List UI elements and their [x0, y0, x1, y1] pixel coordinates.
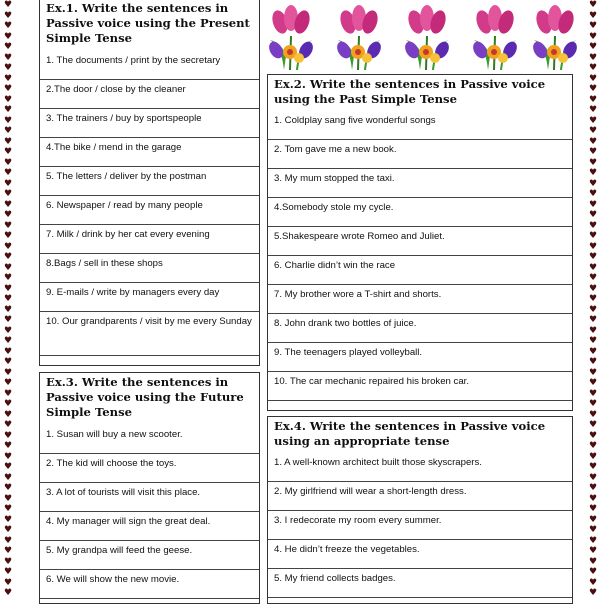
- heart-icon: ♥: [588, 178, 598, 189]
- exercise-sentence-row: [268, 285, 572, 314]
- exercise-sentence-row: [268, 111, 572, 140]
- heart-icon: ♥: [588, 556, 598, 567]
- exercise-sentence-row: [40, 312, 259, 356]
- heart-icon: ♥: [3, 63, 13, 73]
- heart-icon: ♥: [588, 493, 598, 504]
- exercise-sentence-row: [40, 109, 259, 138]
- sentence-text: 4. My manager will sign the great deal.: [46, 516, 211, 527]
- exercise-sentence-row: [268, 140, 572, 169]
- heart-icon: ♥: [588, 105, 598, 115]
- right-heart-border: [587, 0, 599, 602]
- exercise-sentence-row: [40, 138, 259, 167]
- heart-icon: ♥: [588, 115, 598, 126]
- heart-icon: ♥: [588, 567, 598, 577]
- heart-icon: ♥: [3, 588, 13, 598]
- heart-icon: ♥: [3, 189, 13, 199]
- exercise-4-box: [267, 416, 573, 604]
- heart-icon: ♥: [3, 357, 13, 367]
- heart-icon: ♥: [588, 441, 598, 451]
- heart-icon: ♥: [3, 514, 13, 525]
- exercise-sentence-row: [268, 343, 572, 372]
- exercise-sentence-row: [40, 425, 259, 454]
- heart-icon: ♥: [588, 304, 598, 315]
- sentence-text: 6. Charlie didn’t win the race: [274, 260, 396, 271]
- sentence-text: 3. My mum stopped the taxi.: [274, 173, 395, 184]
- heart-icon: ♥: [588, 504, 598, 514]
- heart-icon: ♥: [3, 84, 13, 94]
- sentence-text: 3. The trainers / buy by sportspeople: [46, 113, 202, 124]
- heart-icon: ♥: [3, 241, 13, 252]
- heart-icon: ♥: [3, 210, 13, 220]
- sentence-text: 2. My girlfriend will wear a short-length dress.: [274, 486, 467, 497]
- heart-icon: ♥: [588, 42, 598, 52]
- exercise-2-title: Ex.2. Write the sentences in Passive voice using the Past Simple Tense: [274, 77, 546, 106]
- heart-icon: ♥: [3, 115, 13, 126]
- heart-icon: ♥: [588, 472, 598, 483]
- heart-icon: ♥: [3, 472, 13, 483]
- heart-icon: ♥: [3, 430, 13, 441]
- exercise-sentence-row: [268, 198, 572, 227]
- heart-icon: ♥: [588, 73, 598, 84]
- sentence-text: 1. A well-known architect built those skyscrapers.: [274, 457, 482, 468]
- heart-icon: ♥: [588, 535, 598, 546]
- exercise-sentence-row: [268, 540, 572, 569]
- exercise-sentence-row: [40, 541, 259, 570]
- sentence-text: 6. Newspaper / read by many people: [46, 200, 203, 211]
- heart-icon: ♥: [3, 346, 13, 357]
- heart-icon: ♥: [588, 346, 598, 357]
- heart-icon: ♥: [588, 231, 598, 241]
- heart-icon: ♥: [588, 294, 598, 304]
- heart-icon: ♥: [3, 388, 13, 399]
- heart-icon: ♥: [588, 126, 598, 136]
- exercise-sentence-row: [40, 80, 259, 109]
- heart-icon: ♥: [3, 304, 13, 315]
- heart-icon: ♥: [3, 0, 13, 10]
- heart-icon: ♥: [588, 84, 598, 94]
- heart-icon: ♥: [3, 420, 13, 430]
- exercise-sentence-row: [268, 372, 572, 401]
- heart-icon: ♥: [3, 325, 13, 336]
- exercise-sentence-row: [268, 314, 572, 343]
- exercise-sentence-row: [268, 256, 572, 285]
- heart-icon: ♥: [588, 315, 598, 325]
- sentence-text: 9. E-mails / write by managers every day: [46, 287, 220, 298]
- heart-icon: ♥: [588, 10, 598, 21]
- heart-icon: ♥: [3, 367, 13, 378]
- heart-icon: ♥: [588, 430, 598, 441]
- heart-icon: ♥: [588, 189, 598, 199]
- exercise-3-title: Ex.3. Write the sentences in Passive voice using the Future Simple Tense: [46, 375, 244, 419]
- heart-icon: ♥: [3, 294, 13, 304]
- heart-icon: ♥: [588, 273, 598, 283]
- sentence-text: 1. Susan will buy a new scooter.: [46, 429, 183, 440]
- sentence-text: 6. We will show the new movie.: [46, 574, 180, 585]
- sentence-text: 5.Shakespeare wrote Romeo and Juliet.: [274, 231, 445, 242]
- sentence-text: 3. A lot of tourists will visit this place.: [46, 487, 201, 498]
- heart-icon: ♥: [588, 252, 598, 262]
- sentence-text: 5. The letters / deliver by the postman: [46, 171, 207, 182]
- heart-icon: ♥: [3, 535, 13, 546]
- exercise-1-box: [39, 0, 260, 366]
- heart-icon: ♥: [588, 136, 598, 147]
- sentence-text: 3. I redecorate my room every summer.: [274, 515, 442, 526]
- sentence-text: 2.The door / close by the cleaner: [46, 84, 186, 95]
- sentence-text: 10. The car mechanic repaired his broken car.: [274, 376, 469, 387]
- heart-icon: ♥: [3, 94, 13, 105]
- heart-icon: ♥: [588, 357, 598, 367]
- heart-icon: ♥: [3, 409, 13, 420]
- exercise-sentence-row: [40, 283, 259, 312]
- heart-icon: ♥: [3, 399, 13, 409]
- heart-icon: ♥: [588, 220, 598, 231]
- heart-icon: ♥: [588, 325, 598, 336]
- heart-icon: ♥: [588, 21, 598, 31]
- exercise-sentence-row: [40, 570, 259, 599]
- heart-icon: ♥: [3, 441, 13, 451]
- sentence-text: 4.The bike / mend in the garage: [46, 142, 182, 153]
- heart-icon: ♥: [3, 126, 13, 136]
- heart-icon: ♥: [3, 105, 13, 115]
- heart-icon: ♥: [588, 262, 598, 273]
- heart-icon: ♥: [3, 283, 13, 294]
- sentence-text: 5. My friend collects badges.: [274, 573, 396, 584]
- heart-icon: ♥: [588, 336, 598, 346]
- exercise-sentence-row: [268, 482, 572, 511]
- exercise-sentence-row: [268, 169, 572, 198]
- sentence-text: 7. Milk / drink by her cat every evening: [46, 229, 210, 240]
- heart-icon: ♥: [588, 409, 598, 420]
- heart-icon: ♥: [3, 546, 13, 556]
- exercise-sentence-row: [40, 483, 259, 512]
- flowers-decoration: [264, 0, 584, 72]
- heart-icon: ♥: [3, 147, 13, 157]
- heart-icon: ♥: [588, 0, 598, 10]
- heart-icon: ♥: [588, 483, 598, 493]
- heart-icon: ♥: [3, 252, 13, 262]
- exercise-sentence-row: [40, 196, 259, 225]
- heart-icon: ♥: [588, 199, 598, 210]
- heart-icon: ♥: [3, 199, 13, 210]
- sentence-text: 4.Somebody stole my cycle.: [274, 202, 394, 213]
- heart-icon: ♥: [3, 504, 13, 514]
- heart-icon: ♥: [588, 451, 598, 462]
- heart-icon: ♥: [588, 546, 598, 556]
- exercise-sentence-row: [40, 225, 259, 254]
- heart-icon: ♥: [588, 52, 598, 63]
- heart-icon: ♥: [588, 94, 598, 105]
- sentence-text: 7. My brother wore a T-shirt and shorts.: [274, 289, 442, 300]
- sentence-text: 1. Coldplay sang five wonderful songs: [274, 115, 436, 126]
- heart-icon: ♥: [588, 588, 598, 598]
- heart-icon: ♥: [3, 231, 13, 241]
- heart-icon: ♥: [3, 42, 13, 52]
- heart-icon: ♥: [588, 63, 598, 73]
- left-heart-border: [2, 0, 14, 602]
- heart-icon: ♥: [588, 210, 598, 220]
- exercise-1-title: Ex.1. Write the sentences in Passive voice using the Present Simple Tense: [46, 1, 250, 45]
- exercise-sentence-row: [40, 167, 259, 196]
- heart-icon: ♥: [588, 378, 598, 388]
- heart-icon: ♥: [3, 168, 13, 178]
- exercise-sentence-row: [268, 569, 572, 598]
- exercise-sentence-row: [40, 512, 259, 541]
- sentence-text: 10. Our grandparents / visit by me every Sunday: [46, 316, 252, 327]
- sentence-text: 5. My grandpa will feed the geese.: [46, 545, 193, 556]
- heart-icon: ♥: [3, 556, 13, 567]
- heart-icon: ♥: [3, 220, 13, 231]
- heart-icon: ♥: [588, 31, 598, 42]
- exercise-4-title: Ex.4. Write the sentences in Passive voice using an appropriate tense: [274, 419, 546, 448]
- heart-icon: ♥: [588, 157, 598, 168]
- heart-icon: ♥: [3, 10, 13, 21]
- heart-icon: ♥: [588, 388, 598, 399]
- exercise-sentence-row: [40, 454, 259, 483]
- heart-icon: ♥: [3, 451, 13, 462]
- sentence-text: 4. He didn’t freeze the vegetables.: [274, 544, 420, 555]
- heart-icon: ♥: [3, 493, 13, 504]
- exercise-3-box: [39, 372, 260, 604]
- heart-icon: ♥: [3, 525, 13, 535]
- heart-icon: ♥: [3, 31, 13, 42]
- heart-icon: ♥: [3, 315, 13, 325]
- heart-icon: ♥: [588, 462, 598, 472]
- sentence-text: 8.Bags / sell in these shops: [46, 258, 163, 269]
- heart-icon: ♥: [3, 483, 13, 493]
- sentence-text: 9. The teenagers played volleyball.: [274, 347, 423, 358]
- heart-icon: ♥: [3, 462, 13, 472]
- heart-icon: ♥: [3, 577, 13, 588]
- exercise-sentence-row: [40, 254, 259, 283]
- heart-icon: ♥: [3, 262, 13, 273]
- heart-icon: ♥: [588, 283, 598, 294]
- sentence-text: 2. Tom gave me a new book.: [274, 144, 397, 155]
- heart-icon: ♥: [3, 336, 13, 346]
- heart-icon: ♥: [3, 21, 13, 31]
- sentence-text: 8. John drank two bottles of juice.: [274, 318, 417, 329]
- heart-icon: ♥: [3, 136, 13, 147]
- heart-icon: ♥: [588, 147, 598, 157]
- heart-icon: ♥: [588, 241, 598, 252]
- exercise-sentence-row: [268, 227, 572, 256]
- heart-icon: ♥: [588, 514, 598, 525]
- heart-icon: ♥: [3, 178, 13, 189]
- heart-icon: ♥: [3, 567, 13, 577]
- heart-icon: ♥: [588, 367, 598, 378]
- heart-icon: ♥: [3, 378, 13, 388]
- exercise-2-box: [267, 74, 573, 411]
- sentence-text: 2. The kid will choose the toys.: [46, 458, 177, 469]
- heart-icon: ♥: [3, 52, 13, 63]
- heart-icon: ♥: [588, 168, 598, 178]
- heart-icon: ♥: [3, 273, 13, 283]
- heart-icon: ♥: [588, 420, 598, 430]
- exercise-sentence-row: [40, 51, 259, 80]
- heart-icon: ♥: [3, 73, 13, 84]
- heart-icon: ♥: [588, 525, 598, 535]
- exercise-sentence-row: [268, 511, 572, 540]
- sentence-text: 1. The documents / print by the secretary: [46, 55, 221, 66]
- heart-icon: ♥: [588, 399, 598, 409]
- exercise-sentence-row: [268, 453, 572, 482]
- heart-icon: ♥: [588, 577, 598, 588]
- heart-icon: ♥: [3, 157, 13, 168]
